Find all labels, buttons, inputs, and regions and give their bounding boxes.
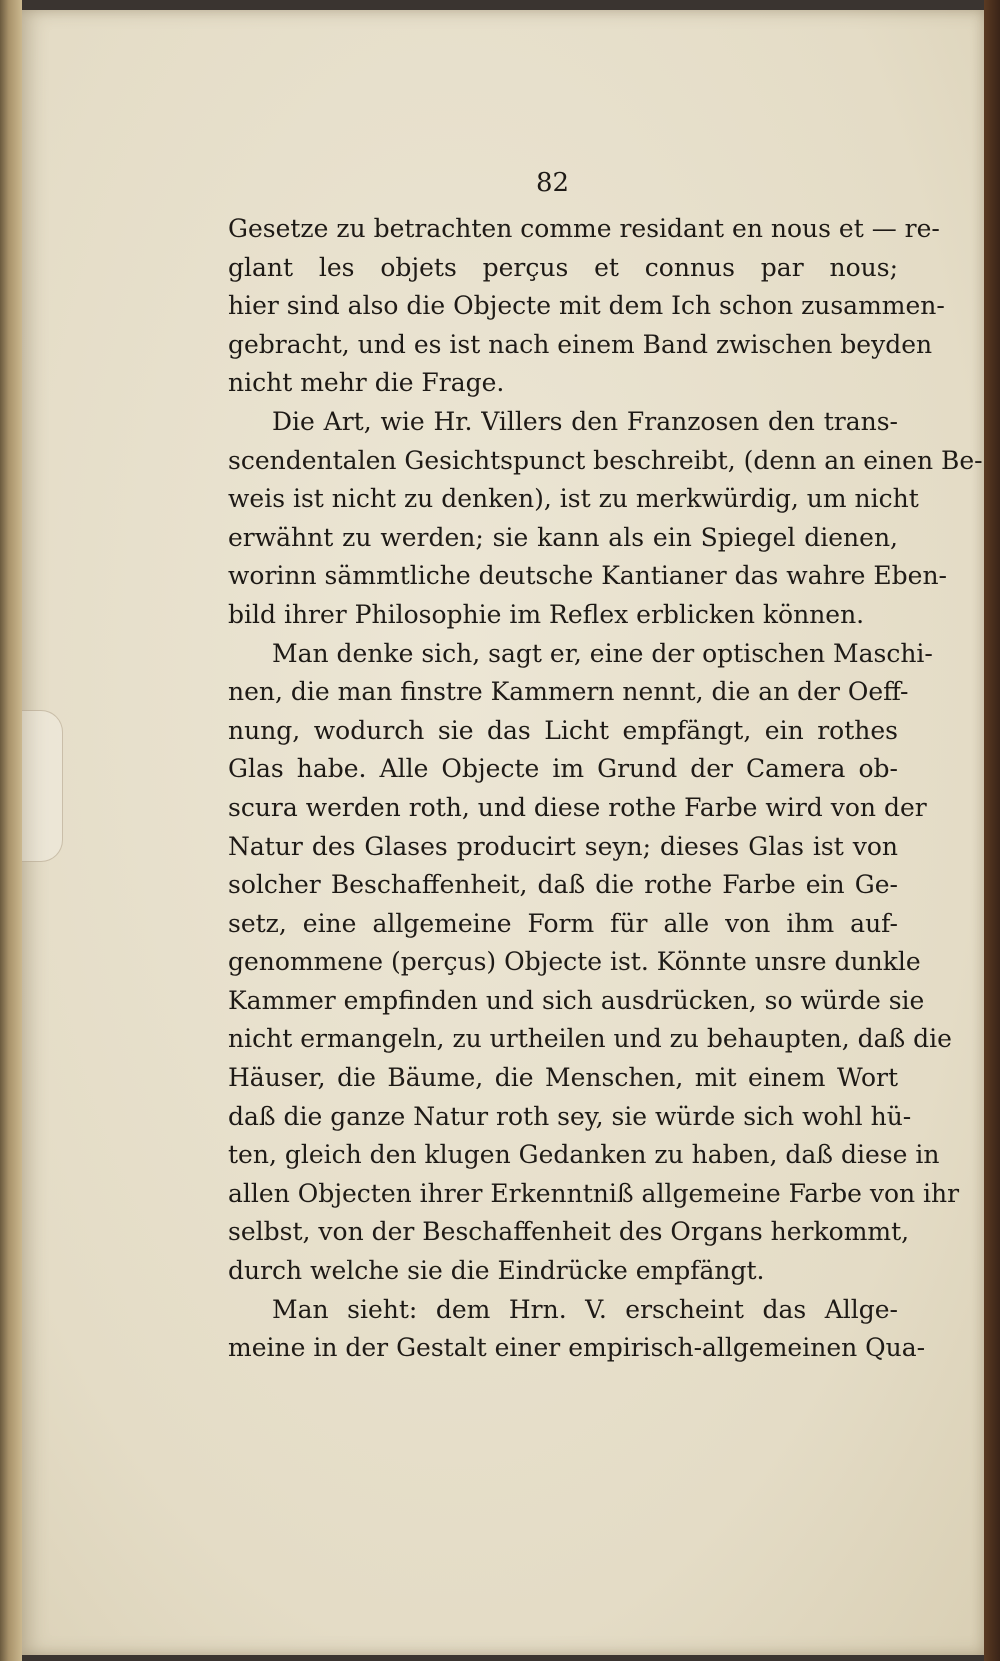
text-line: Natur des Glases producirt seyn; dieses Glas ist von [228, 831, 898, 861]
text-line: solcher Beschaffenheit, daß die rothe Farbe ein Ge- [228, 870, 898, 900]
text-line: Gesetze zu betrachten comme residant en nous et — re- [228, 214, 940, 243]
text-line: selbst, von der Beschaffenheit des Organs herkommt, [228, 1217, 910, 1247]
text-line: allen Objecten ihrer Erkenntniß allgemeine Farbe von ihr [228, 1178, 960, 1208]
text-line: worinn sämmtliche deutsche Kantianer das wahre Eben- [228, 561, 947, 591]
text-line: Glas habe. Alle Objecte im Grund der Camera ob- [228, 754, 898, 784]
text-line: meine in der Gestalt einer empirisch-allgemeinen Qua- [228, 1333, 926, 1363]
text-line: weis ist nicht zu denken), ist zu merkwürdig, um nicht [228, 484, 919, 514]
text-line: setz, eine allgemeine Form für alle von ihm auf- [228, 908, 898, 938]
body-text [228, 210, 983, 1368]
text-line: erwähnt zu werden; sie kann als ein Spiegel dienen, [228, 522, 898, 552]
text-line: glant les objets perçus et connus par nous; [228, 252, 898, 282]
text-line: Man denke sich, sagt er, eine der optischen Maschi- [272, 638, 933, 668]
text-line: daß die ganze Natur roth sey, sie würde sich wohl hü- [228, 1101, 912, 1131]
text-line: ten, gleich den klugen Gedanken zu haben, daß diese in [228, 1140, 940, 1170]
text-line: genommene (perçus) Objecte ist. Könnte unsre dunkle [228, 947, 921, 977]
text-line: Man sieht: dem Hrn. V. erscheint das Allge- [272, 1294, 898, 1324]
text-line: nicht mehr die Frage. [228, 368, 505, 398]
book-cover-edge [984, 0, 1000, 1661]
text-line: gebracht, und es ist nach einem Band zwischen beyden [228, 329, 933, 359]
text-line: nen, die man finstre Kammern nennt, die an der Oeff- [228, 677, 909, 707]
text-line: nicht ermangeln, zu urtheilen und zu behaupten, daß die [228, 1024, 952, 1054]
text-line: durch welche sie die Eindrücke empfängt. [228, 1256, 765, 1286]
text-line: hier sind also die Objecte mit dem Ich schon zusammen- [228, 291, 945, 321]
book-edge [0, 0, 22, 1661]
page-tab-mark [22, 710, 63, 862]
text-line: scendentalen Gesichtspunct beschreibt, (denn an einen Be- [228, 445, 983, 475]
text-line: Häuser, die Bäume, die Menschen, mit einem Wort [228, 1063, 898, 1093]
page-number: 82 [536, 168, 570, 198]
text-line: scura werden roth, und diese rothe Farbe wird von der [228, 792, 927, 822]
text-line: nung, wodurch sie das Licht empfängt, ein rothes [228, 715, 898, 745]
text-line: Die Art, wie Hr. Villers den Franzosen den trans- [272, 406, 898, 436]
text-line: bild ihrer Philosophie im Reflex erblicken können. [228, 599, 865, 629]
text-line: Kammer empfinden und sich ausdrücken, so würde sie [228, 985, 925, 1015]
